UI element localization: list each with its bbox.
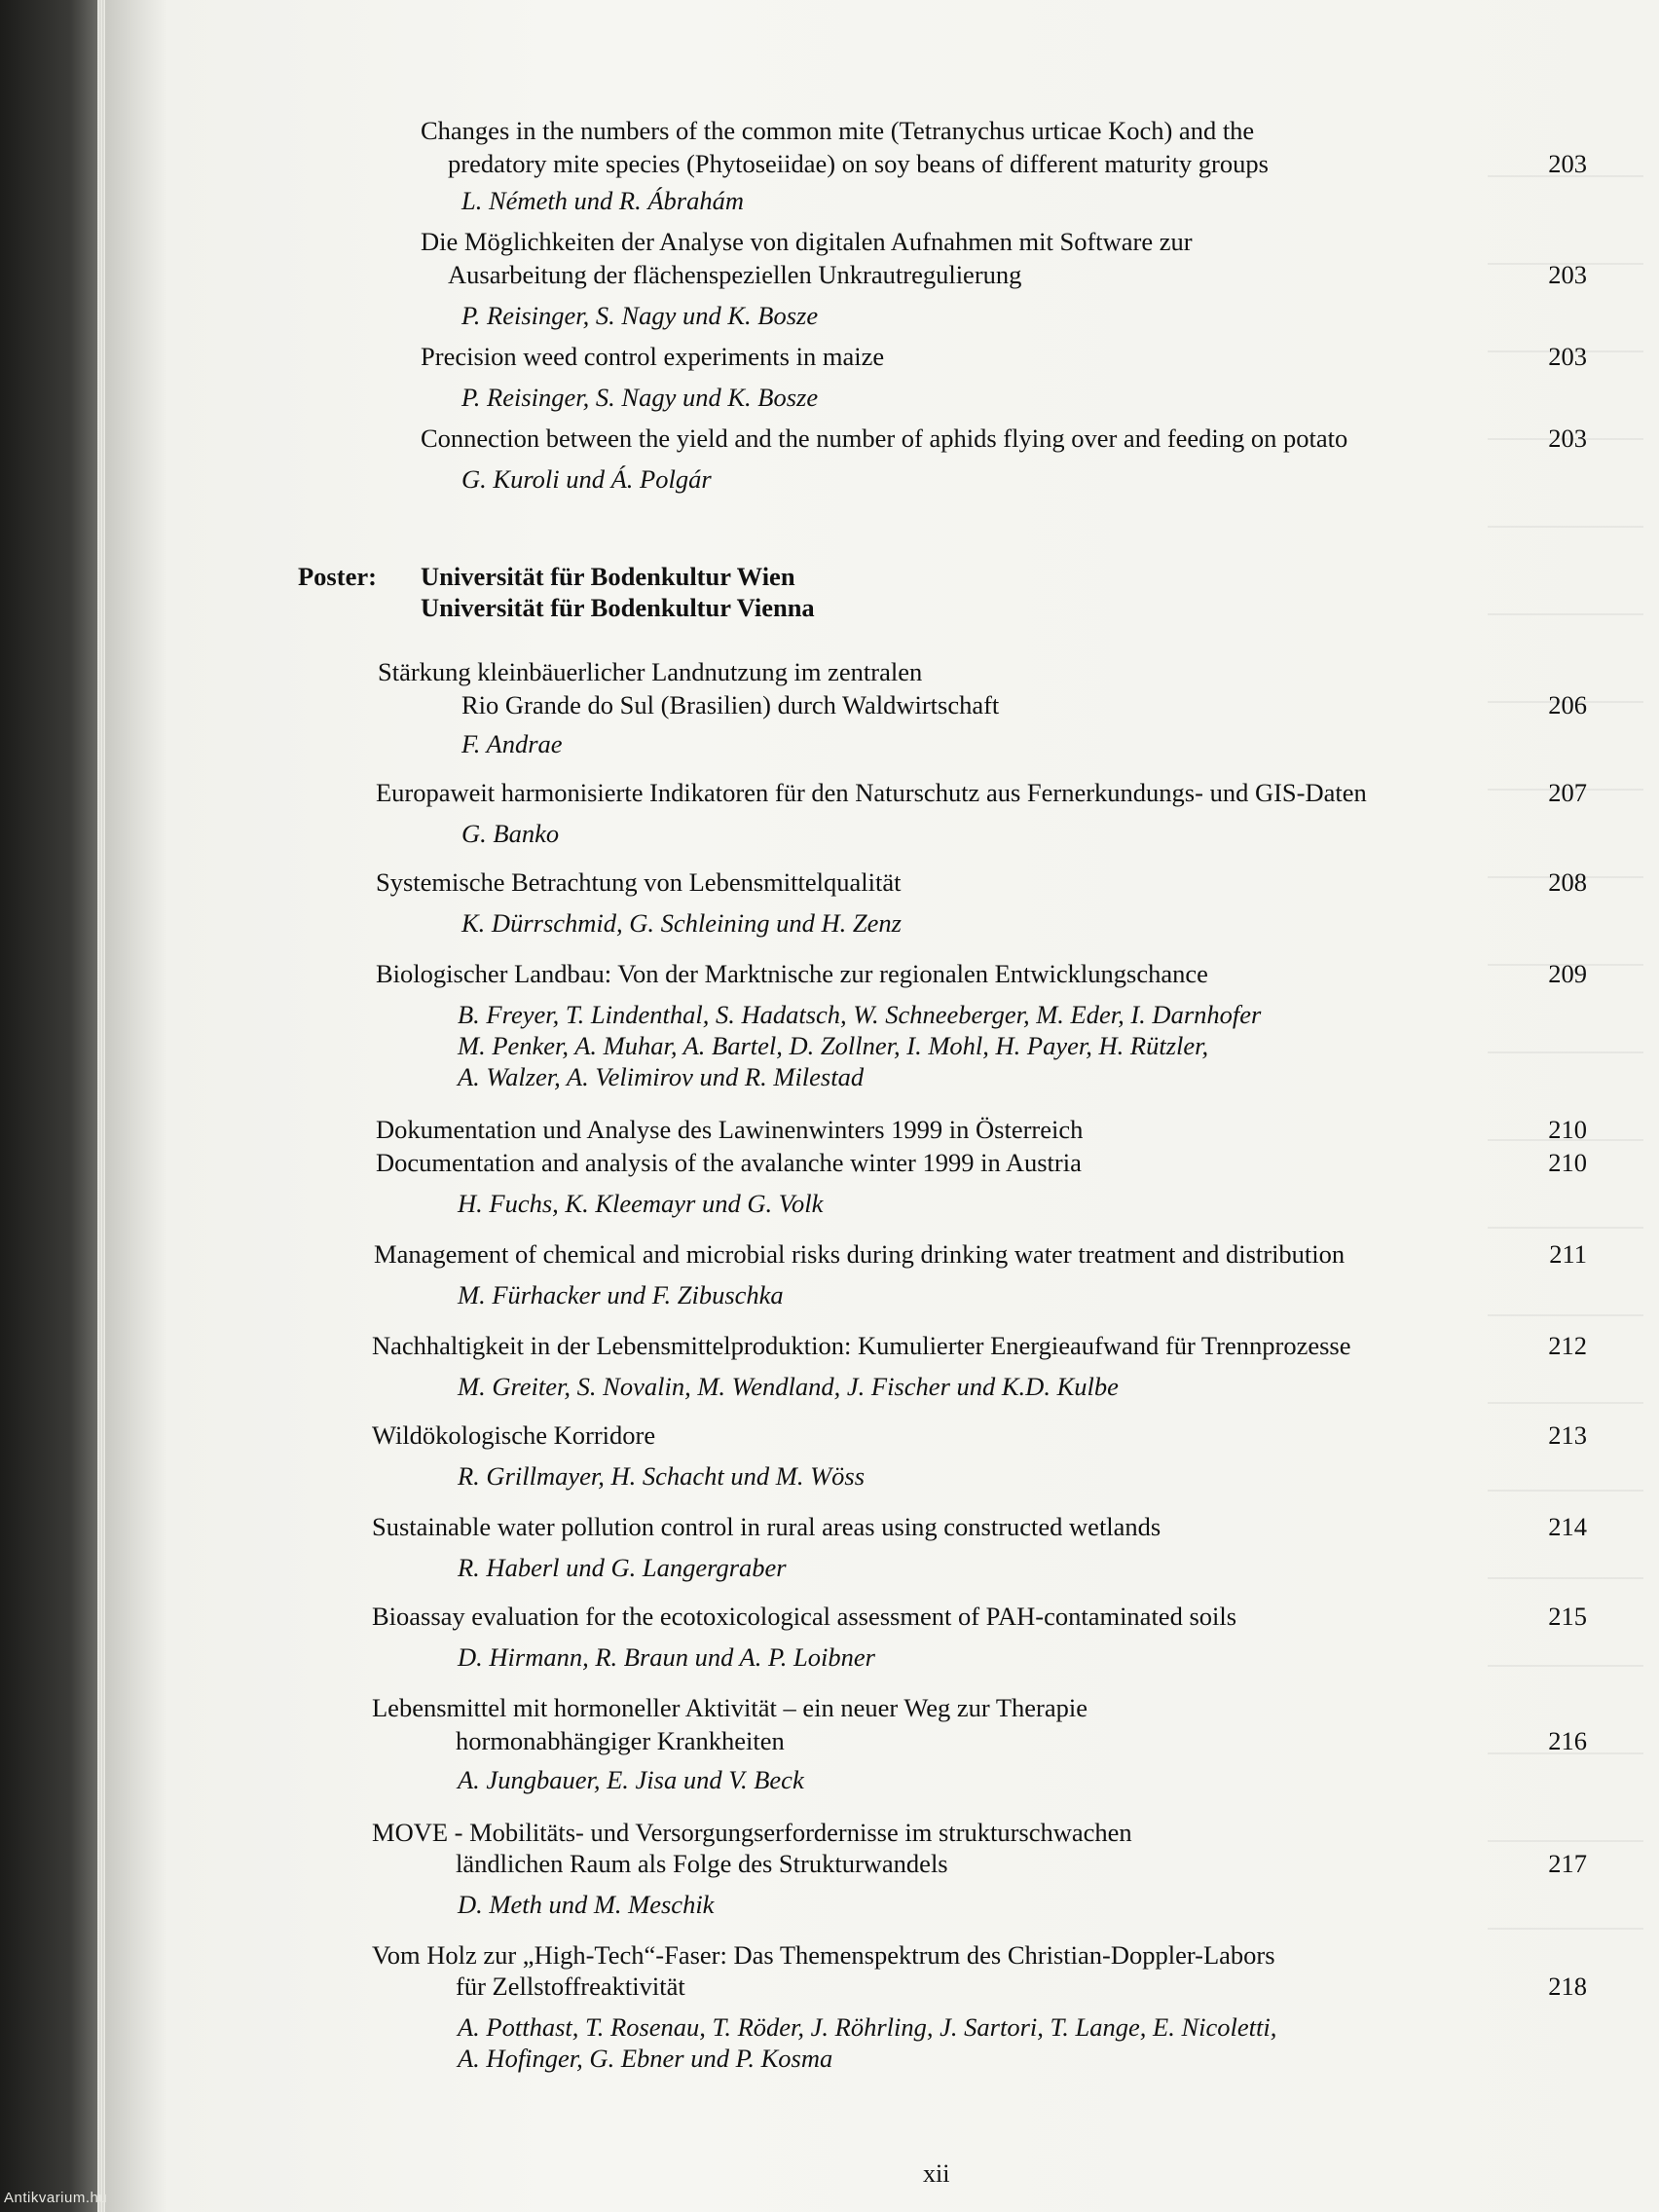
entry-page-number: 208 [1548,867,1587,897]
entry-title-line: Systemische Betrachtung von Lebensmittelqualität [376,867,902,897]
entry-page-number: 215 [1548,1602,1587,1631]
entry-authors: R. Haberl und G. Langergraber [458,1553,787,1582]
book-page [105,0,1659,2212]
entry-title-line: Die Möglichkeiten der Analyse von digitalen Aufnahmen mit Software zur [421,227,1193,256]
entry-authors: R. Grillmayer, H. Schacht und M. Wöss [458,1461,866,1491]
entry-title-line: Wildökologische Korridore [372,1420,656,1450]
entry-authors: A. Hofinger, G. Ebner und P. Kosma [458,2044,833,2073]
entry-authors: B. Freyer, T. Lindenthal, S. Hadatsch, W. Schneeberger, M. Eder, I. Darnhofer [458,1000,1262,1029]
entry-title-line: MOVE - Mobilitäts- und Versorgungserfordernisse im strukturschwachen [372,1818,1132,1847]
entry-title-line: Dokumentation und Analyse des Lawinenwinters 1999 in Österreich [376,1115,1084,1144]
entry-title-line: Ausarbeitung der flächenspeziellen Unkrautregulierung [448,260,1022,289]
entry-page-number: 203 [1548,424,1587,453]
entry-title-line: Europaweit harmonisierte Indikatoren für den Naturschutz aus Fernerkundungs- und GIS-Daten [376,778,1367,807]
entry-title-line: hormonabhängiger Krankheiten [456,1726,785,1755]
entry-title-line: Nachhaltigkeit in der Lebensmittelproduktion: Kumulierter Energieaufwand für Trennprozesse [372,1331,1351,1360]
entry-authors: M. Fürhacker und F. Zibuschka [458,1280,784,1309]
entry-page-number: 206 [1548,690,1587,719]
entry-authors: A. Jungbauer, E. Jisa und V. Beck [458,1765,804,1794]
entry-title-line: Documentation and analysis of the avalanche winter 1999 in Austria [376,1148,1082,1177]
entry-page-number: 207 [1548,778,1587,807]
entry-authors: M. Penker, A. Muhar, A. Bartel, D. Zollner, I. Mohl, H. Payer, H. Rützler, [458,1031,1209,1060]
entry-page-number: 203 [1548,149,1587,178]
watermark: Antikvarium.hu [4,2190,108,2206]
entry-authors: F. Andrae [461,729,563,758]
entry-page-number: 210 [1548,1148,1587,1177]
entry-page-number: 218 [1548,1972,1587,2001]
entry-title-line: ländlichen Raum als Folge des Strukturwandels [456,1849,948,1878]
entry-authors: A. Potthast, T. Rosenau, T. Röder, J. Röhrling, J. Sartori, T. Lange, E. Nicoletti, [458,2012,1277,2042]
entry-page-number: 203 [1548,342,1587,371]
entry-authors: L. Németh und R. Ábrahám [461,186,745,215]
toc-content [105,0,1659,2212]
entry-title-line: Stärkung kleinbäuerlicher Landnutzung im zentralen [378,657,923,686]
entry-authors: A. Walzer, A. Velimirov und R. Milestad [458,1062,865,1091]
entry-title-line: Vom Holz zur „High-Tech“-Faser: Das Themenspektrum des Christian-Doppler-Labors [372,1940,1275,1970]
entry-authors: G. Kuroli und Á. Polgár [461,464,712,494]
entry-authors: D. Hirmann, R. Braun und A. P. Loibner [458,1642,875,1672]
page-folio: xii [923,2159,950,2188]
entry-page-number: 211 [1549,1239,1587,1269]
entry-title-line: Bioassay evaluation for the ecotoxicological assessment of PAH-contaminated soils [372,1602,1237,1631]
entry-page-number: 209 [1548,959,1587,988]
entry-page-number: 212 [1548,1331,1587,1360]
entry-authors: M. Greiter, S. Novalin, M. Wendland, J. Fischer und K.D. Kulbe [458,1372,1119,1401]
entry-page-number: 214 [1548,1512,1587,1541]
entry-page-number: 210 [1548,1115,1587,1144]
entry-page-number: 213 [1548,1420,1587,1450]
entry-page-number: 216 [1548,1726,1587,1755]
entry-title-line: für Zellstoffreaktivität [456,1972,685,2001]
entry-page-number: 203 [1548,260,1587,289]
entry-title-line: Precision weed control experiments in maize [421,342,885,371]
entry-page-number: 217 [1548,1849,1587,1878]
entry-title-line: Connection between the yield and the number of aphids flying over and feeding on potato [421,424,1348,453]
entry-authors: P. Reisinger, S. Nagy und K. Bosze [461,301,819,330]
entry-title-line: Changes in the numbers of the common mite (Tetranychus urticae Koch) and the [421,116,1255,145]
entry-title-line: Sustainable water pollution control in rural areas using constructed wetlands [372,1512,1161,1541]
entry-authors: P. Reisinger, S. Nagy und K. Bosze [461,383,819,412]
entry-title-line: Lebensmittel mit hormoneller Aktivität – ein neuer Weg zur Therapie [372,1693,1088,1722]
entry-title-line: predatory mite species (Phytoseiidae) on soy beans of different maturity groups [448,149,1269,178]
entry-authors: D. Meth und M. Meschik [458,1890,715,1919]
entry-authors: G. Banko [461,819,560,848]
entry-authors: K. Dürrschmid, G. Schleining und H. Zenz [461,908,902,938]
entry-title-line: Management of chemical and microbial risks during drinking water treatment and distribution [374,1239,1346,1269]
section-title: Universität für Bodenkultur Vienna [421,593,815,622]
section-title: Universität für Bodenkultur Wien [421,562,795,591]
entry-title-line: Rio Grande do Sul (Brasilien) durch Waldwirtschaft [461,690,1000,719]
entry-title-line: Biologischer Landbau: Von der Marktnische zur regionalen Entwicklungschance [376,959,1208,988]
entry-authors: H. Fuchs, K. Kleemayr und G. Volk [458,1189,824,1218]
section-label: Poster: [298,562,377,591]
